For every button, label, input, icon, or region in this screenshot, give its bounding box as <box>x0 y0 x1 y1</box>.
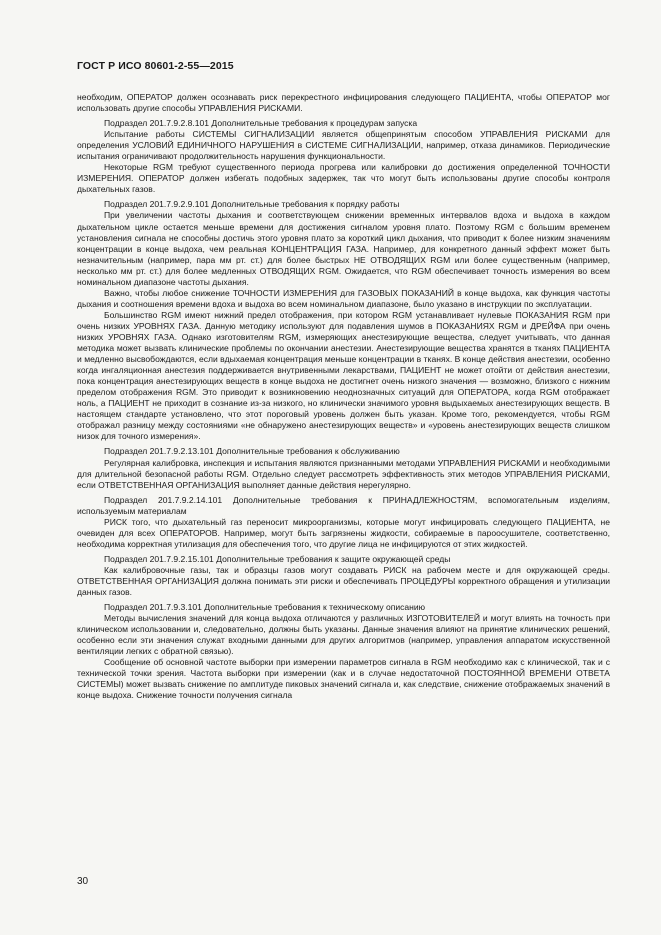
subsection-heading: Подраздел 201.7.9.3.101 Дополнительные требования к техническому описанию <box>104 602 426 613</box>
body-paragraph: РИСК того, что дыхательный газ переносит микроорганизмы, которые могут инфицировать следующего ПАЦИЕНТА, не очевиден для всех ОПЕРАТОРОВ. Например, могут быть загрязнены жидкости, собираемые в пароосушителе, соответственно, необходима корректная утилизация для обеспечения того, что другие лица не инфицируются от этих жидкостей. <box>77 516 610 549</box>
body-paragraph: Испытание работы СИСТЕМЫ СИГНАЛИЗАЦИИ является общепринятым способом УПРАВЛЕНИЯ РИСКАМИ для определения УСЛОВИЙ ЕДИНИЧНОГО НАРУШЕНИЯ в СИСТЕМЕ СИГНАЛИЗАЦИИ, например, отказа динамиков. Периодические испытания ограничивают продолжительность нарушения функциональности. <box>77 129 610 162</box>
body-paragraph: Регулярная калибровка, инспекция и испытания являются признанными методами УПРАВЛЕНИЯ РИСКАМИ и необходимыми для длительной безопасной работы RGM. Отдельно следует рассмотреть эффективность этих методов УПРАВЛЕНИЯ РИСКАМИ, если ОТВЕТСТВЕННАЯ ОРГАНИЗАЦИЯ выполняет данные действия нерегулярно. <box>77 457 610 490</box>
subsection-heading: Подраздел 201.7.9.2.9.101 Дополнительные требования к порядку работы <box>104 199 400 210</box>
body-paragraph: Большинство RGM имеют нижний предел отображения, при котором RGM устанавливает нулевые ПОКАЗАНИЯ RGM при очень низких УРОВНЯХ ГАЗА. Данную методику используют для подавления шумов в ПОКАЗАНИЯХ RGM и ДРЕЙФА при очень низких УРОВНЯХ ГАЗА. Однако изготовителям RGM, измеряющих анестезирующие вещества, следует учитывать, что данная методика может вызвать клинические проблемы по окончании анестезии. Анестезирующие вещества хранятся в тканях ПАЦИЕНТА и медленно высвобождаются, если вдыхаемая концентрация меньше концентрации в тканях. В конце действия анестезии, особенно когда ингаляционная анестезия поддерживается внутривенными лекарствами, ПАЦИЕНТ не может отойти от действия анестезии, пока концентрация анестезирующих веществ в конце выдоха не достигнет очень низкого значения — возможно, близкого с нижним пределом отображения RGM. Это приводит к возникновению неоднозначных ситуаций для ОПЕРАТОРА, когда RGM отображает ноль, а ПАЦИЕНТ не приходит в сознание из-за низкого, но клинически значимого уровня выдыхаемых анестезирующих веществ. В настоящем стандарте установлено, что этот пороговый уровень должен быть указан. Кроме того, рекомендуется, чтобы RGM отображал разницу между состояниями «не обнаружено анестезирующих веществ» и «уровень анестезирующих веществ слишком низок для точного измерения». <box>77 309 610 442</box>
paragraph-continuation: необходим, ОПЕРАТОР должен осознавать риск перекрестного инфицирования следующего ПАЦИЕНТА, чтобы ОПЕРАТОР мог использовать другие способы УПРАВЛЕНИЯ РИСКАМИ. <box>77 92 610 114</box>
standard-designation: ГОСТ Р ИСО 80601-2-55—2015 <box>77 60 234 72</box>
body-paragraph: Как калибровочные газы, так и образцы газов могут создавать РИСК на рабочем месте и для окружающей среды. ОТВЕТСТВЕННАЯ ОРГАНИЗАЦИЯ должна понимать эти риски и обеспечивать ПРОЦЕДУРЫ корректного обращения и утилизации данных газов. <box>77 564 610 598</box>
page-body <box>77 92 610 701</box>
body-paragraph: При увеличении частоты дыхания и соответствующем снижении временных интервалов вдоха и выдоха в каждом дыхательном цикле остается меньше времени для достижения сигналом уровня плато. Поэтому RGM с большим временем установления сигнала не способны достичь этого уровня плато за короткий цикл дыхания, что приводит к более низким значениям концентрации в конце выдоха, чем реальная КОНЦЕНТРАЦИЯ ГАЗА. Например, для конкретного данный эффект может быть незначительным (например, пара мм рт. ст.) для более быстрых НЕ ОТВОДЯЩИХ RGM или более существенным (например, несколько мм рт. ст.) для более медленных ОТВОДЯЩИХ RGM. Ожидается, что RGM обеспечивает точность измерения во всем номинальном диапазоне частоты дыхания. <box>77 210 610 287</box>
body-paragraph: Методы вычисления значений для конца выдоха отличаются у различных ИЗГОТОВИТЕЛЕЙ и могут влиять на точность при клиническом использовании и, следовательно, должны быть указаны. Данные значения влияют на принятие клинических решений, особенно если эти значения служат входными данными для других алгоритмов (например, управления аппаратом искусственной вентиляции легких с обратной связью). <box>77 613 610 657</box>
subsection-heading: Подраздел 201.7.9.2.14.101 Дополнительные требования к ПРИНАДЛЕЖНОСТЯМ, вспомогательным изделиям, используемым материалам <box>77 494 610 516</box>
body-paragraph: Важно, чтобы любое снижение ТОЧНОСТИ ИЗМЕРЕНИЯ для ГАЗОВЫХ ПОКАЗАНИЙ в конце выдоха, как функция частоты дыхания и соотношения времени вдоха и выдоха во всем номинальном диапазоне, было указано в инструкции по эксплуатации. <box>77 287 610 309</box>
subsection-heading: Подраздел 201.7.9.2.13.101 Дополнительные требования к обслуживанию <box>104 446 400 457</box>
subsection-heading: Подраздел 201.7.9.2.8.101 Дополнительные требования к процедурам запуска <box>104 118 418 129</box>
subsection-heading: Подраздел 201.7.9.2.15.101 Дополнительные требования к защите окружающей среды <box>104 553 451 564</box>
body-paragraph: Сообщение об основной частоте выборки при измерении параметров сигнала в RGM необходимо как с клинической, так и с технической точки зрения. Частота выборки при измерении (как и в случае недостаточной ПОСТОЯННОЙ ВРЕМЕНИ ОТВЕТА СИСТЕМЫ) может вызвать снижение по амплитуде пиковых значений сигнала и, как следствие, снижение отображаемых значений в конце выдоха. Снижение точности получения сигнала <box>77 657 610 701</box>
body-paragraph: Некоторые RGM требуют существенного периода прогрева или калибровки до достижения определенной ТОЧНОСТИ ИЗМЕРЕНИЯ. ОПЕРАТОР должен избегать подобных задержек, так что могут быть использованы другие способы контроля дыхательных газов. <box>77 162 610 195</box>
page-number: 30 <box>77 876 89 887</box>
